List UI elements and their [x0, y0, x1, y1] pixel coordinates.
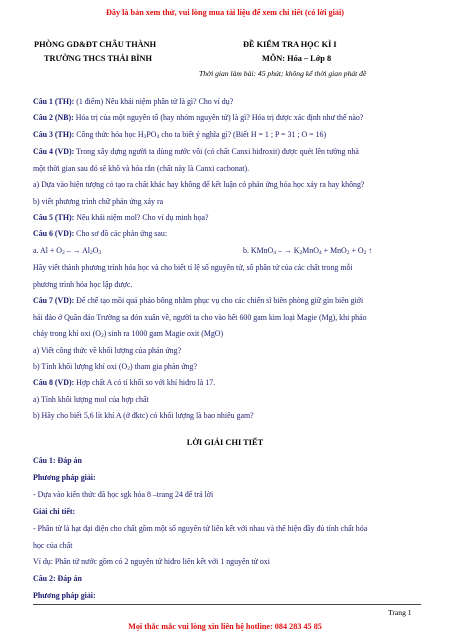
- question-2: Câu 2 (NB): Hóa trị của một nguyên tố (hay nhóm nguyên tử) là gì? Hóa trị được xác định như thế nào?: [33, 113, 364, 122]
- department-name: PHÒNG GD&ĐT CHÂU THÀNH: [34, 40, 157, 49]
- question-8: Câu 8 (VD): Hợp chất A có tỉ khối so với khí hiđro là 17. a) Tính khối lượng mol của hợp chất b) Hãy cho biết 5,6 lít khí A (ở đktc) có khối lượng là bao nhiêu gam?: [33, 377, 421, 422]
- question-6-instructions: Hãy viết thành phương trình hóa học và cho biết tỉ lệ số nguyên tử, số phân tử của các chất trong mỗi phương trình hóa học lập được.: [33, 263, 353, 289]
- exam-time: Thời gian làm bài: 45 phút; không kể thời gian phát đề: [199, 69, 367, 78]
- question-label: Câu 4 (VD):: [33, 147, 75, 156]
- question-8-part-b: b) Hãy cho biết 5,6 lít khí A (ở đktc) có khối lượng là bao nhiêu gam?: [33, 411, 254, 421]
- equation-a: a. $Al + O_2$ – → $Al_2O_3$: [33, 246, 102, 256]
- footer-divider: [33, 604, 421, 605]
- method-label: Phương pháp giải:: [33, 473, 96, 482]
- question-label: Câu 3 (TH):: [33, 130, 75, 139]
- question-label: Câu 2 (NB):: [33, 113, 74, 122]
- question-label: Câu 6 (VD):: [33, 229, 75, 238]
- example-text: Ví dụ: Phân tử nước gồm có 2 nguyên tử hiđro liên kết với 1 nguyên tử oxi: [33, 557, 270, 566]
- detail-label: Giải chi tiết:: [33, 507, 76, 516]
- question-8-part-a: a) Tính khối lượng mol của hợp chất: [33, 394, 149, 404]
- question-label: Câu 5 (TH):: [33, 213, 75, 222]
- question-4-part-b: b) viết phương trình chữ phản ứng xảy ra: [33, 196, 164, 206]
- question-4-part-a: a) Dựa vào hiện tượng có tạo ra chất khác hay không để kết luận có phản ứng hóa học xảy ra hay không?: [33, 180, 365, 190]
- question-7-part-a: a) Viết công thức về khối lượng của phản ứng?: [33, 345, 182, 355]
- question-label: Câu 7 (VD):: [33, 296, 75, 305]
- page-number: Trang 1: [388, 608, 412, 617]
- exam-title: ĐỀ KIỂM TRA HỌC KÌ I: [243, 40, 337, 49]
- detail-text: - Phân tử là hạt đại diện cho chất gồm một số nguyên tử liên kết với nhau và thể hiện đầy đủ tính chất hóa học của chất: [33, 524, 368, 550]
- question-4: Câu 4 (VD): Trong xây dựng người ta dùng nước vôi (có chất Canxi hiđroxit) được quét lên tường nhà một thời gian sau đó sẽ khô và hóa rắn (chất này là Canxi cacbonat). a) Dựa vào hiện tượng có tạo ra chất khác hay không để kết luận có phản ứng hóa học xảy ra hay không? b) viết phương trình chữ phản ứng xảy ra: [33, 146, 421, 207]
- question-6: Câu 6 (VD): Cho sơ đồ các phản ứng sau:: [33, 229, 168, 238]
- exam-subject: MÔN: Hóa – Lớp 8: [262, 54, 332, 63]
- question-3: Câu 3 (TH): Công thức hóa học $H_3PO_4$ cho ta biết ý nghĩa gì? (Biết H = 1 ; P = 31 ; O = 16): [33, 130, 327, 140]
- question-1: Câu 1 (TH): (1 điểm) Nêu khái niệm phân tử là gì? Cho ví dụ?: [33, 97, 234, 106]
- method-text: - Dựa vào kiến thức đã học sgk hóa 8 –trang 24 để trả lời: [33, 490, 214, 499]
- solution-title: LỜI GIẢI CHI TIẾT: [186, 438, 264, 447]
- question-5: Câu 5 (TH): Nêu khái niệm mol? Cho ví dụ minh họa?: [33, 213, 209, 222]
- school-name: TRƯỜNG THCS THÁI BÌNH: [44, 54, 152, 63]
- question-label: Câu 1 (TH):: [33, 97, 75, 106]
- method-label-2: Phương pháp giải:: [33, 591, 96, 600]
- question-label: Câu 8 (VD):: [33, 378, 75, 387]
- answer-2-heading: Câu 2: Đáp án: [33, 574, 82, 583]
- question-7-part-b: b) Tính khối lượng khí oxi $(O_2)$ tham gia phản ứng?: [33, 362, 197, 373]
- answer-1-heading: Câu 1: Đáp án: [33, 456, 82, 465]
- hotline-banner: Mọi thắc mắc vui lòng xin liên hệ hotline: 084 283 45 85: [128, 622, 322, 631]
- preview-banner: Đây là bản xem thử, vui lòng mua tài liệu để xem chi tiết (có lời giải): [105, 8, 344, 17]
- equation-b: b. KMnO$_4$ – → $K_2MnO_4 + MnO_2 + O_2$ ↑: [243, 246, 373, 256]
- question-7: Câu 7 (VD): Để chế tạo mồi quả pháo bông nhằm phục vụ cho các chiến sĩ biên phòng giữ gìn biên giới hải đảo ở Quần đảo Trường sa đón xuân về, người ta cho vào hết 600 gam kim loại Magie (Mg), khi phảo cháy trong khí oxi $(O_2)$ sinh ra 1000 gam Magie oxit (MgO) a) Viết công thức về khối lượng của phản ứng? b) Tính khối lượng khí oxi $(O_2)$ tham gia phản ứng?: [33, 295, 421, 373]
